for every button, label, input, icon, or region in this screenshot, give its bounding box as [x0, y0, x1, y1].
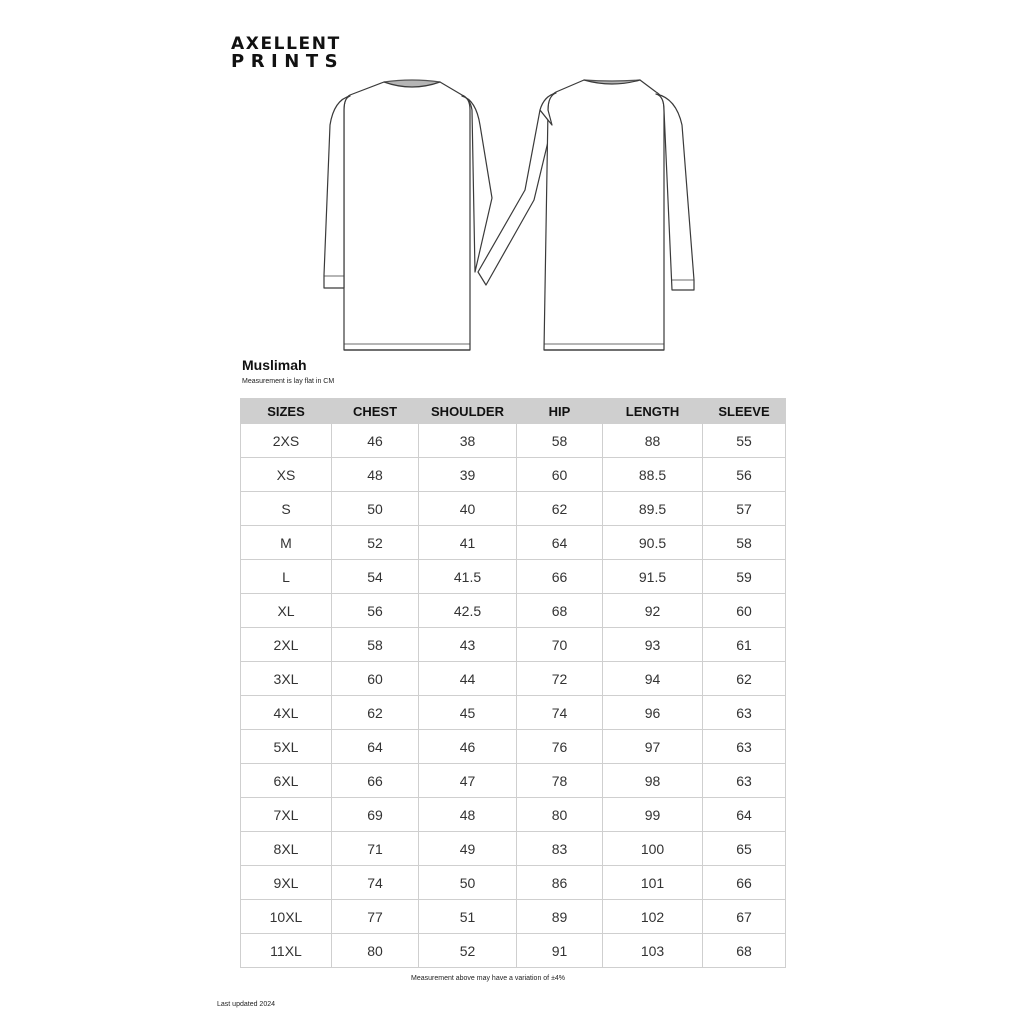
garment-illustration: [318, 76, 702, 358]
cell-length: 93: [603, 628, 703, 662]
cell-chest: 77: [332, 900, 419, 934]
cell-length: 102: [603, 900, 703, 934]
front-body: [344, 82, 470, 350]
cell-sleeve: 61: [703, 628, 786, 662]
header-length: LENGTH: [603, 399, 703, 424]
table-row: [241, 560, 786, 594]
cell-size: 4XL: [241, 696, 332, 730]
cell-chest: 56: [332, 594, 419, 628]
cell-size: XL: [241, 594, 332, 628]
cell-shoulder: 46: [419, 730, 517, 764]
cell-chest: 50: [332, 492, 419, 526]
cell-chest: 60: [332, 662, 419, 696]
cell-hip: 83: [517, 832, 603, 866]
cell-sleeve: 64: [703, 798, 786, 832]
table-row: [241, 934, 786, 968]
header-sizes: SIZES: [241, 399, 332, 424]
cell-hip: 68: [517, 594, 603, 628]
table-row: [241, 900, 786, 934]
cell-shoulder: 38: [419, 424, 517, 458]
cell-sleeve: 66: [703, 866, 786, 900]
cell-hip: 58: [517, 424, 603, 458]
cell-chest: 64: [332, 730, 419, 764]
back-garment: [478, 80, 694, 350]
cell-size: 5XL: [241, 730, 332, 764]
cell-chest: 48: [332, 458, 419, 492]
cell-size: 6XL: [241, 764, 332, 798]
cell-sleeve: 63: [703, 730, 786, 764]
table-row: [241, 594, 786, 628]
front-garment: [324, 80, 492, 350]
cell-chest: 66: [332, 764, 419, 798]
cell-size: 2XS: [241, 424, 332, 458]
cell-shoulder: 43: [419, 628, 517, 662]
cell-length: 89.5: [603, 492, 703, 526]
table-row: [241, 764, 786, 798]
cell-hip: 62: [517, 492, 603, 526]
cell-shoulder: 40: [419, 492, 517, 526]
cell-chest: 46: [332, 424, 419, 458]
cell-hip: 76: [517, 730, 603, 764]
table-row: [241, 492, 786, 526]
cell-shoulder: 45: [419, 696, 517, 730]
table-row: [241, 458, 786, 492]
cell-hip: 72: [517, 662, 603, 696]
table-row: [241, 662, 786, 696]
measurement-note: Measurement is lay flat in CM: [242, 378, 335, 385]
cell-length: 101: [603, 866, 703, 900]
table-row: [241, 628, 786, 662]
cell-size: 3XL: [241, 662, 332, 696]
cell-length: 90.5: [603, 526, 703, 560]
table-row: [241, 424, 786, 458]
size-chart-table: [240, 398, 786, 968]
cell-sleeve: 68: [703, 934, 786, 968]
cell-sleeve: 63: [703, 696, 786, 730]
table-row: [241, 832, 786, 866]
cell-length: 98: [603, 764, 703, 798]
table-header-row: [241, 399, 786, 424]
cell-sleeve: 59: [703, 560, 786, 594]
cell-length: 92: [603, 594, 703, 628]
cell-size: 7XL: [241, 798, 332, 832]
table-row: [241, 526, 786, 560]
cell-chest: 69: [332, 798, 419, 832]
cell-hip: 66: [517, 560, 603, 594]
cell-hip: 86: [517, 866, 603, 900]
cell-sleeve: 55: [703, 424, 786, 458]
cell-shoulder: 44: [419, 662, 517, 696]
cell-shoulder: 52: [419, 934, 517, 968]
cell-shoulder: 47: [419, 764, 517, 798]
brand-logo-line2: PRINTS: [231, 51, 345, 72]
cell-sleeve: 60: [703, 594, 786, 628]
brand-logo: [231, 34, 353, 74]
cell-length: 88.5: [603, 458, 703, 492]
cell-size: 9XL: [241, 866, 332, 900]
cell-shoulder: 49: [419, 832, 517, 866]
cell-hip: 91: [517, 934, 603, 968]
cell-hip: 80: [517, 798, 603, 832]
cell-chest: 80: [332, 934, 419, 968]
cell-sleeve: 65: [703, 832, 786, 866]
cell-shoulder: 50: [419, 866, 517, 900]
cell-size: XS: [241, 458, 332, 492]
cell-shoulder: 41: [419, 526, 517, 560]
cell-length: 88: [603, 424, 703, 458]
cell-sleeve: 57: [703, 492, 786, 526]
cell-length: 103: [603, 934, 703, 968]
cell-size: 11XL: [241, 934, 332, 968]
table-row: [241, 696, 786, 730]
cell-length: 96: [603, 696, 703, 730]
cell-chest: 52: [332, 526, 419, 560]
cell-shoulder: 39: [419, 458, 517, 492]
cell-chest: 71: [332, 832, 419, 866]
cell-sleeve: 58: [703, 526, 786, 560]
cell-length: 91.5: [603, 560, 703, 594]
cell-size: 2XL: [241, 628, 332, 662]
table-row: [241, 866, 786, 900]
variation-footnote: Measurement above may have a variation of ±4%: [411, 975, 566, 982]
table-row: [241, 730, 786, 764]
cell-size: 10XL: [241, 900, 332, 934]
cell-hip: 89: [517, 900, 603, 934]
cell-length: 99: [603, 798, 703, 832]
cell-sleeve: 56: [703, 458, 786, 492]
cell-shoulder: 48: [419, 798, 517, 832]
cell-size: S: [241, 492, 332, 526]
brand-logo-line1: AXELLENT: [231, 34, 341, 54]
header-chest: CHEST: [332, 399, 419, 424]
cell-hip: 70: [517, 628, 603, 662]
cell-hip: 74: [517, 696, 603, 730]
cell-length: 97: [603, 730, 703, 764]
back-body: [544, 80, 664, 350]
last-updated: Last updated 2024: [217, 1001, 275, 1008]
cell-chest: 54: [332, 560, 419, 594]
cell-size: L: [241, 560, 332, 594]
cell-length: 100: [603, 832, 703, 866]
header-sleeve: SLEEVE: [703, 399, 786, 424]
header-hip: HIP: [517, 399, 603, 424]
cell-sleeve: 67: [703, 900, 786, 934]
cell-shoulder: 42.5: [419, 594, 517, 628]
cell-size: 8XL: [241, 832, 332, 866]
cell-shoulder: 41.5: [419, 560, 517, 594]
header-shoulder: SHOULDER: [419, 399, 517, 424]
cell-hip: 60: [517, 458, 603, 492]
table-row: [241, 798, 786, 832]
cell-chest: 58: [332, 628, 419, 662]
cell-hip: 78: [517, 764, 603, 798]
cell-hip: 64: [517, 526, 603, 560]
cell-length: 94: [603, 662, 703, 696]
cell-chest: 74: [332, 866, 419, 900]
cell-shoulder: 51: [419, 900, 517, 934]
cell-sleeve: 63: [703, 764, 786, 798]
cell-sleeve: 62: [703, 662, 786, 696]
cell-chest: 62: [332, 696, 419, 730]
cell-size: M: [241, 526, 332, 560]
section-title: Muslimah: [242, 357, 307, 373]
